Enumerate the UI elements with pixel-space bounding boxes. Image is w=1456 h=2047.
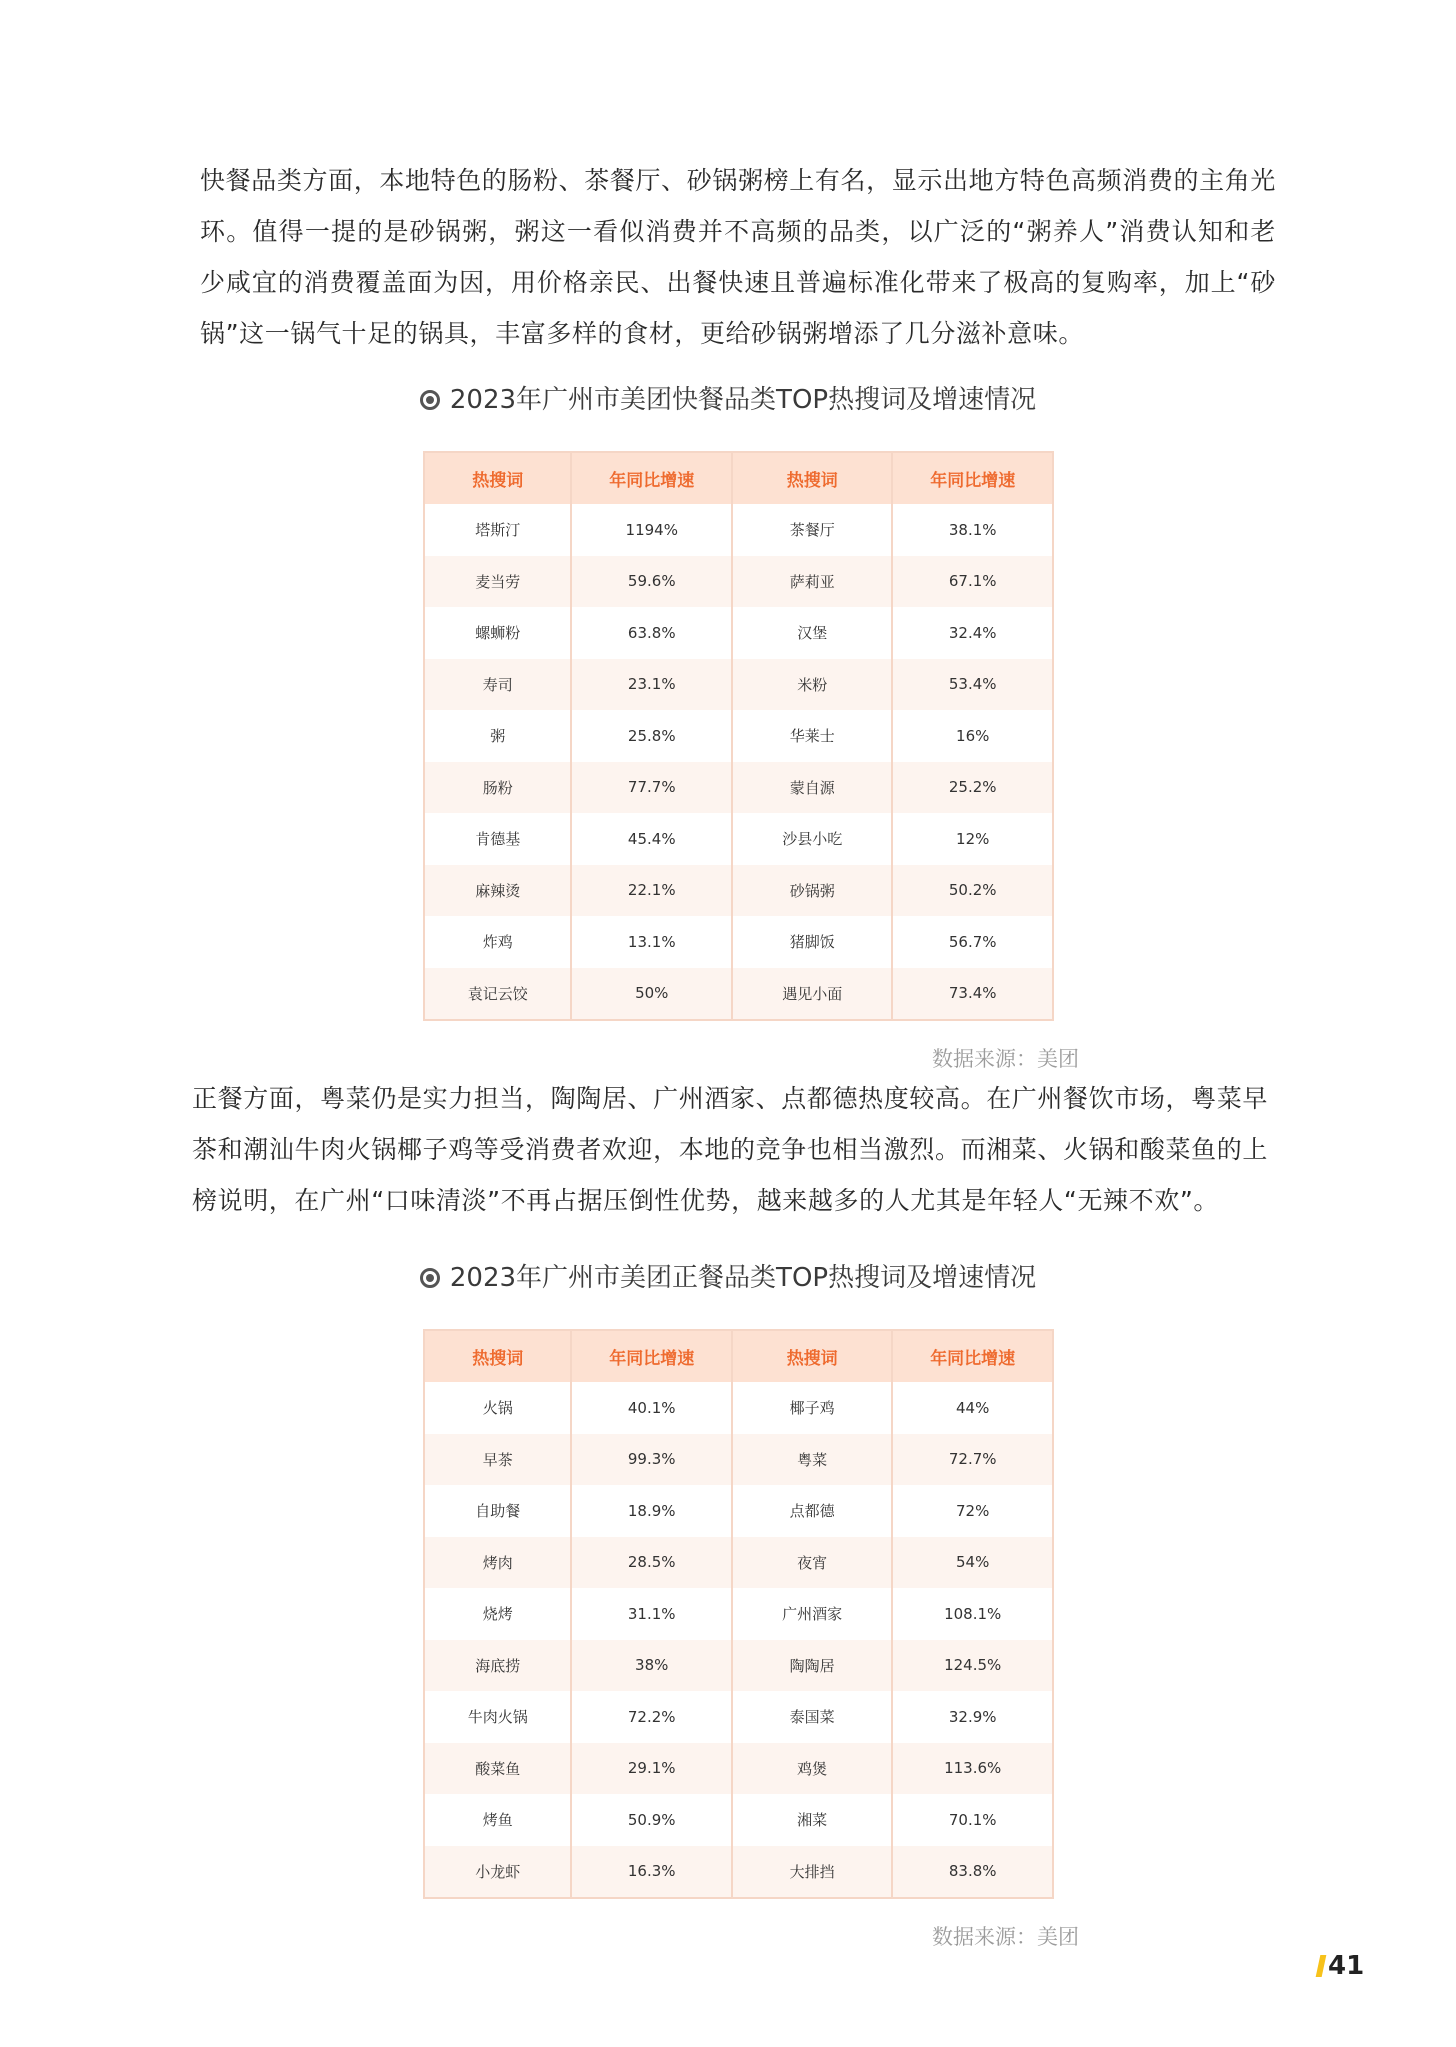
table-row [424, 710, 1053, 762]
table-header-row [424, 452, 1053, 504]
table-row [424, 1691, 1053, 1743]
keyword-cell: 沙县小吃 [732, 813, 892, 865]
paragraph-main-dishes: 正餐方面，粤菜仍是实力担当，陶陶居、广州酒家、点都德热度较高。在广州餐饮市场，粤菜早茶和潮汕牛肉火锅椰子鸡等受消费者欢迎，本地的竞争也相当激烈。而湘菜、火锅和酸菜鱼的上榜说明，在广州“口味清淡”不再占据压倒性优势，越来越多的人尤其是年轻人“无辣不欢”。 [192, 1084, 1268, 1215]
keyword-cell: 烧烤 [424, 1588, 571, 1640]
table-row [424, 1537, 1053, 1589]
growth-cell: 73.4% [892, 968, 1053, 1021]
keyword-cell: 夜宵 [732, 1537, 892, 1589]
growth-cell: 56.7% [892, 916, 1053, 968]
keyword-cell: 肠粉 [424, 762, 571, 814]
table-row [424, 865, 1053, 917]
table-row [424, 916, 1053, 968]
fast-food-table [423, 451, 1054, 1021]
page-number-text: 41 [1328, 1951, 1365, 1981]
growth-cell: 63.8% [571, 607, 732, 659]
growth-cell: 108.1% [892, 1588, 1053, 1640]
table-row [424, 607, 1053, 659]
table-header-row [424, 1330, 1053, 1382]
header-cell: 热搜词 [732, 452, 892, 504]
table2-title-row [0, 1258, 1456, 1298]
growth-cell: 72.7% [892, 1434, 1053, 1486]
table-row [424, 1743, 1053, 1795]
header-cell: 热搜词 [424, 452, 571, 504]
growth-cell: 50.9% [571, 1794, 732, 1846]
keyword-cell: 遇见小面 [732, 968, 892, 1021]
growth-cell: 124.5% [892, 1640, 1053, 1692]
growth-cell: 70.1% [892, 1794, 1053, 1846]
table2-title: 2023年广州市美团正餐品类TOP热搜词及增速情况 [449, 1263, 1037, 1293]
table-row [424, 813, 1053, 865]
table-row [424, 1382, 1053, 1434]
target-bullet-icon [420, 390, 440, 410]
growth-cell: 31.1% [571, 1588, 732, 1640]
keyword-cell: 袁记云饺 [424, 968, 571, 1021]
table-row [424, 1640, 1053, 1692]
keyword-cell: 华莱士 [732, 710, 892, 762]
paragraph-fast-food: 快餐品类方面，本地特色的肠粉、茶餐厅、砂锅粥榜上有名，显示出地方特色高频消费的主角光环。值得一提的是砂锅粥，粥这一看似消费并不高频的品类，以广泛的“粥养人”消费认知和老少咸宜的消费覆盖面为因，用价格亲民、出餐快速且普遍标准化带来了极高的复购率，加上“砂锅”这一锅气十足的锅具，丰富多样的食材，更给砂锅粥增添了几分滋补意味。 [200, 166, 1276, 348]
keyword-cell: 点都德 [732, 1485, 892, 1537]
table-row [424, 1485, 1053, 1537]
growth-cell: 72% [892, 1485, 1053, 1537]
keyword-cell: 螺蛳粉 [424, 607, 571, 659]
growth-cell: 29.1% [571, 1743, 732, 1795]
growth-cell: 38% [571, 1640, 732, 1692]
growth-cell: 50.2% [892, 865, 1053, 917]
keyword-cell: 茶餐厅 [732, 504, 892, 556]
table1-source: 数据来源：美团 [932, 1047, 1079, 1071]
table-row [424, 1846, 1053, 1899]
keyword-cell: 泰国菜 [732, 1691, 892, 1743]
keyword-cell: 酸菜鱼 [424, 1743, 571, 1795]
keyword-cell: 小龙虾 [424, 1846, 571, 1899]
keyword-cell: 汉堡 [732, 607, 892, 659]
keyword-cell: 炸鸡 [424, 916, 571, 968]
keyword-cell: 海底捞 [424, 1640, 571, 1692]
growth-cell: 99.3% [571, 1434, 732, 1486]
growth-cell: 113.6% [892, 1743, 1053, 1795]
growth-cell: 67.1% [892, 556, 1053, 608]
growth-cell: 25.2% [892, 762, 1053, 814]
keyword-cell: 粤菜 [732, 1434, 892, 1486]
growth-cell: 59.6% [571, 556, 732, 608]
header-cell: 年同比增速 [571, 1330, 732, 1382]
page-mark-icon [1316, 1955, 1327, 1977]
growth-cell: 12% [892, 813, 1053, 865]
table2-source: 数据来源：美团 [932, 1925, 1079, 1949]
growth-cell: 83.8% [892, 1846, 1053, 1899]
growth-cell: 1194% [571, 504, 732, 556]
keyword-cell: 早茶 [424, 1434, 571, 1486]
keyword-cell: 猪脚饭 [732, 916, 892, 968]
growth-cell: 44% [892, 1382, 1053, 1434]
header-cell: 热搜词 [732, 1330, 892, 1382]
table-row [424, 762, 1053, 814]
table-row [424, 659, 1053, 711]
table1-title: 2023年广州市美团快餐品类TOP热搜词及增速情况 [449, 385, 1037, 415]
page-number [1318, 1951, 1364, 1981]
growth-cell: 25.8% [571, 710, 732, 762]
growth-cell: 18.9% [571, 1485, 732, 1537]
table1-title-row [0, 380, 1456, 420]
growth-cell: 38.1% [892, 504, 1053, 556]
keyword-cell: 寿司 [424, 659, 571, 711]
growth-cell: 16.3% [571, 1846, 732, 1899]
keyword-cell: 萨莉亚 [732, 556, 892, 608]
keyword-cell: 陶陶居 [732, 1640, 892, 1692]
keyword-cell: 火锅 [424, 1382, 571, 1434]
growth-cell: 50% [571, 968, 732, 1021]
growth-cell: 72.2% [571, 1691, 732, 1743]
growth-cell: 32.4% [892, 607, 1053, 659]
growth-cell: 77.7% [571, 762, 732, 814]
keyword-cell: 大排挡 [732, 1846, 892, 1899]
growth-cell: 40.1% [571, 1382, 732, 1434]
growth-cell: 16% [892, 710, 1053, 762]
keyword-cell: 蒙自源 [732, 762, 892, 814]
growth-cell: 53.4% [892, 659, 1053, 711]
keyword-cell: 自助餐 [424, 1485, 571, 1537]
growth-cell: 32.9% [892, 1691, 1053, 1743]
keyword-cell: 广州酒家 [732, 1588, 892, 1640]
header-cell: 年同比增速 [571, 452, 732, 504]
keyword-cell: 塔斯汀 [424, 504, 571, 556]
header-cell: 年同比增速 [892, 1330, 1053, 1382]
table-row [424, 1794, 1053, 1846]
keyword-cell: 椰子鸡 [732, 1382, 892, 1434]
keyword-cell: 湘菜 [732, 1794, 892, 1846]
main-dish-table [423, 1329, 1054, 1899]
growth-cell: 45.4% [571, 813, 732, 865]
keyword-cell: 鸡煲 [732, 1743, 892, 1795]
target-bullet-icon [420, 1268, 440, 1288]
keyword-cell: 烤鱼 [424, 1794, 571, 1846]
table-row [424, 1588, 1053, 1640]
growth-cell: 28.5% [571, 1537, 732, 1589]
header-cell: 热搜词 [424, 1330, 571, 1382]
keyword-cell: 肯德基 [424, 813, 571, 865]
keyword-cell: 麻辣烫 [424, 865, 571, 917]
growth-cell: 54% [892, 1537, 1053, 1589]
growth-cell: 22.1% [571, 865, 732, 917]
table-row [424, 504, 1053, 556]
header-cell: 年同比增速 [892, 452, 1053, 504]
growth-cell: 13.1% [571, 916, 732, 968]
table-row [424, 968, 1053, 1021]
keyword-cell: 麦当劳 [424, 556, 571, 608]
keyword-cell: 米粉 [732, 659, 892, 711]
growth-cell: 23.1% [571, 659, 732, 711]
keyword-cell: 砂锅粥 [732, 865, 892, 917]
table-row [424, 556, 1053, 608]
keyword-cell: 牛肉火锅 [424, 1691, 571, 1743]
keyword-cell: 烤肉 [424, 1537, 571, 1589]
keyword-cell: 粥 [424, 710, 571, 762]
table-row [424, 1434, 1053, 1486]
